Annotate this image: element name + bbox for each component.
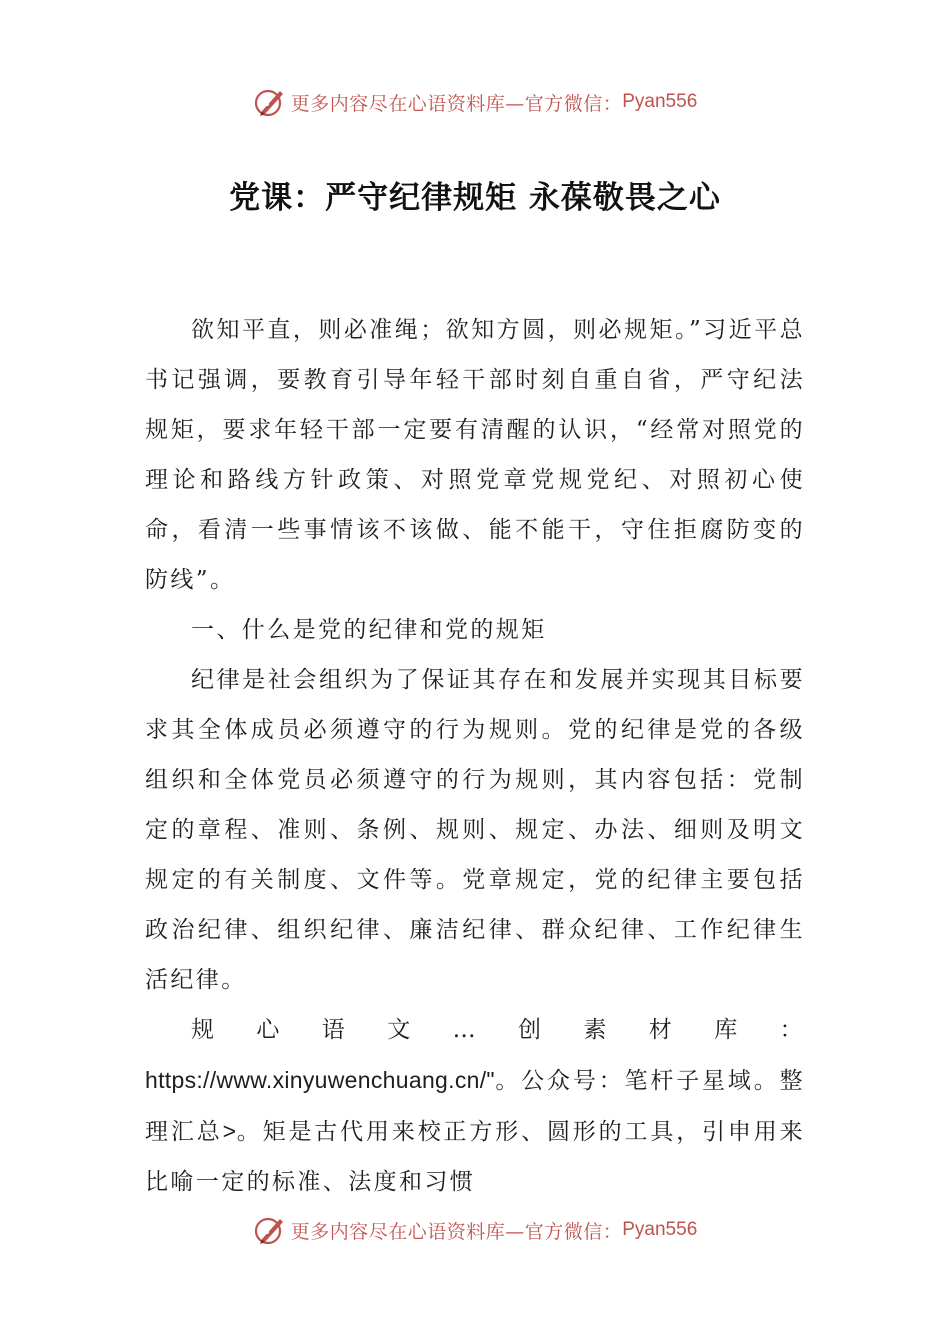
pen-logo-icon	[253, 1213, 287, 1247]
paragraph-intro: 欲知平直，则必准绳；欲知方圆，则必规矩。”习近平总书记强调，要教育引导年轻干部时刻自重自省，严守纪法规矩，要求年轻干部一定要有清醒的认识，“经常对照党的理论和路线方针政策、对照党章党规党纪、对照初心使命，看清一些事情该不该做、能不能干，守住拒腐防变的防线”。	[145, 317, 805, 593]
footer-banner-text: 更多内容尽在心语资料库—官方微信：	[290, 1220, 623, 1243]
source-url-link[interactable]: https://www.xinyuwenchuang.cn/"	[145, 1067, 495, 1093]
banner-wechat-id: Pyan556	[622, 91, 698, 112]
pen-logo-icon	[253, 85, 287, 119]
paragraph-rules-symbol: >	[222, 1118, 237, 1144]
paragraph-rules	[145, 1005, 805, 1207]
header-banner	[0, 82, 950, 122]
paragraph-rules-part2: 。公众号：笔杆子星域。整理汇总	[145, 1068, 805, 1145]
paragraph-discipline: 纪律是社会组织为了保证其存在和发展并实现其目标要求其全体成员必须遵守的行为规则。党的纪律是党的各级组织和全体党员必须遵守的行为规则，其内容包括：党制定的章程、准则、条例、规则、规定、办法、细则及明文规定的有关制度、文件等。党章规定，党的纪律主要包括政治纪律、组织纪律、廉洁纪律、群众纪律、工作纪律生活纪律。	[145, 667, 805, 993]
paragraph-rules-part3: 。矩是古代用来校正方形、圆形的工具，引申用来比喻一定的标准、法度和习惯	[145, 1119, 805, 1195]
section-heading: 一、什么是党的纪律和党的规矩	[191, 617, 547, 643]
document-body	[145, 305, 805, 1195]
paragraph-rules-part1: 规心语文…创素材库：	[191, 1017, 805, 1043]
footer-banner-wechat-id: Pyan556	[622, 1219, 698, 1240]
banner-text: 更多内容尽在心语资料库—官方微信：	[290, 92, 623, 115]
document-title: 党课：严守纪律规矩 永葆敬畏之心	[229, 180, 721, 216]
footer-banner	[0, 1210, 950, 1250]
